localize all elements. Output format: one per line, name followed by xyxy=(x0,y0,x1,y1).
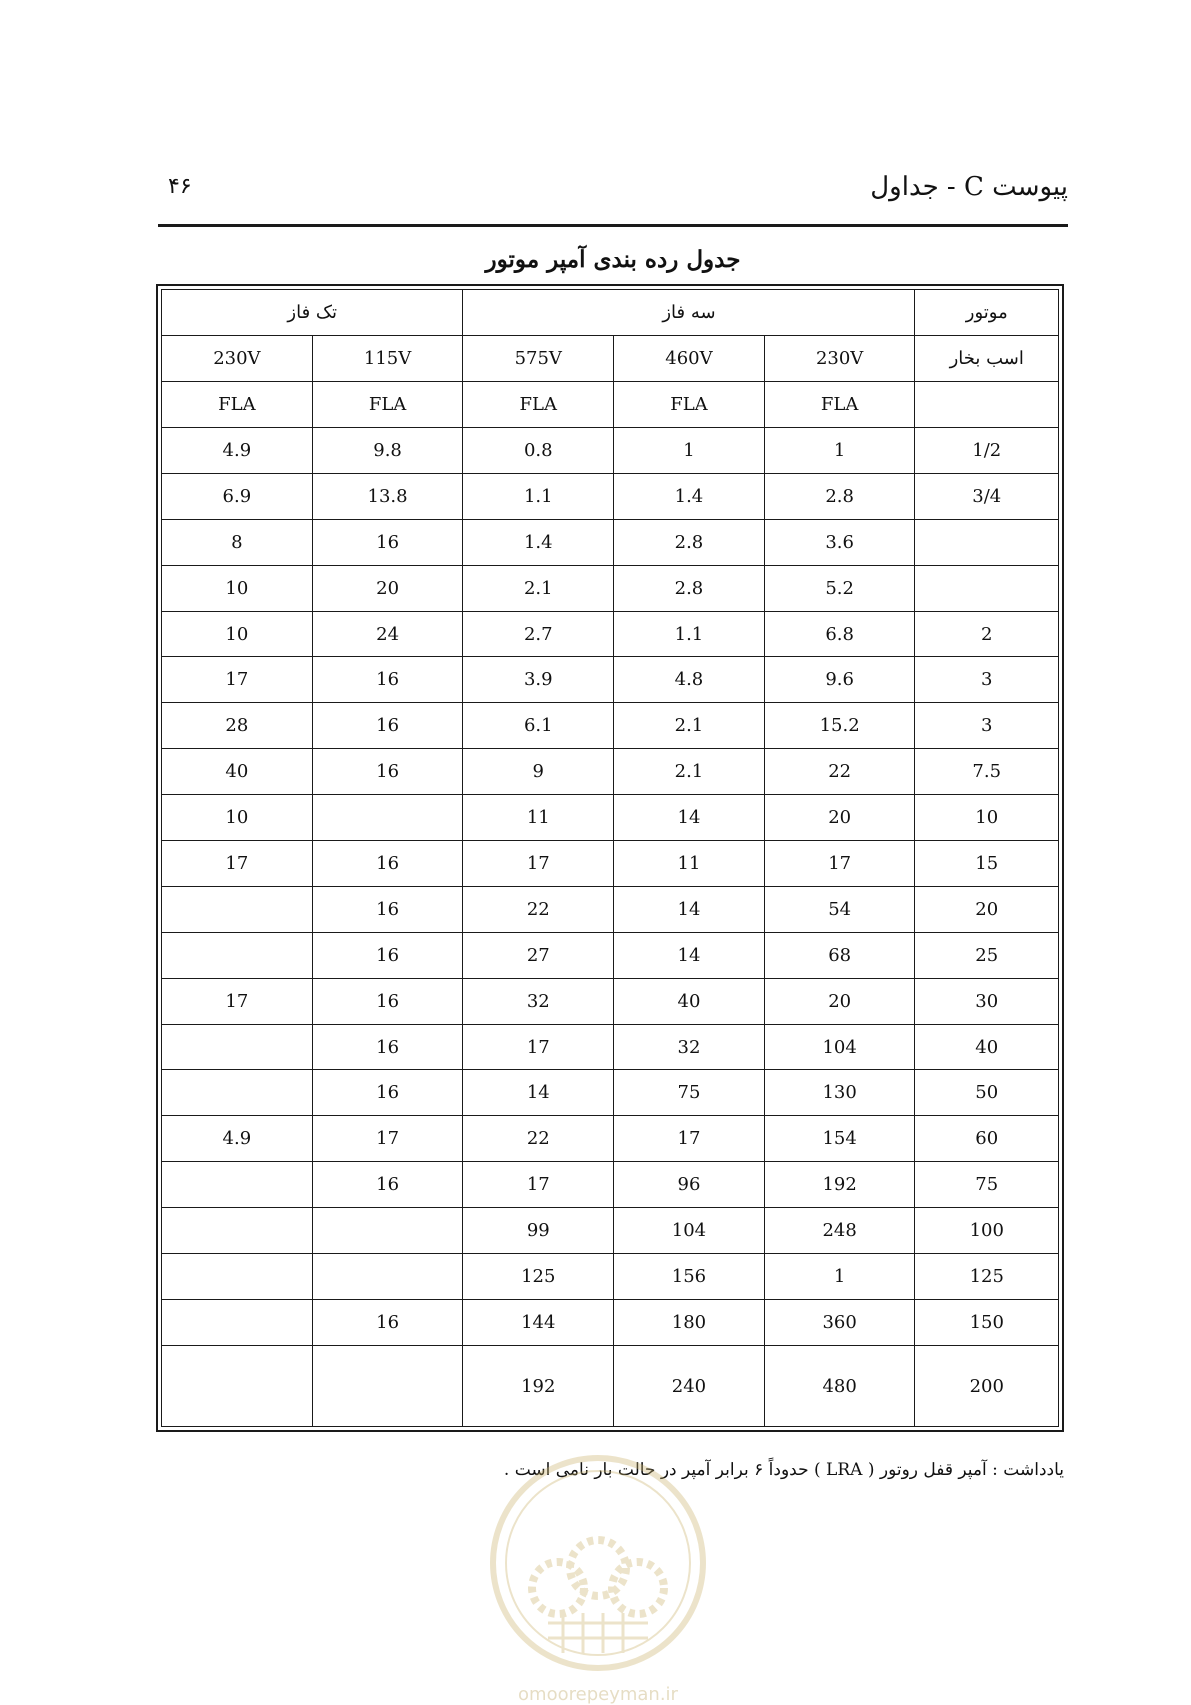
voltage-header: 230V xyxy=(162,336,313,382)
table-row xyxy=(162,932,1059,978)
voltage-header: 575V xyxy=(463,336,614,382)
fla-cell: 17 xyxy=(162,657,313,703)
fla-cell: 360 xyxy=(764,1299,915,1345)
fla-cell: 14 xyxy=(614,932,765,978)
table-row xyxy=(162,1299,1059,1345)
fla-cell: 40 xyxy=(614,978,765,1024)
fla-cell: 2.1 xyxy=(614,749,765,795)
fla-cell: 154 xyxy=(764,1116,915,1162)
hp-cell: 60 xyxy=(915,1116,1059,1162)
table-row xyxy=(162,1254,1059,1300)
table-row xyxy=(162,749,1059,795)
fla-cell xyxy=(162,1070,313,1116)
fla-cell: 1 xyxy=(764,1254,915,1300)
table-row xyxy=(162,1346,1059,1427)
table-row xyxy=(162,795,1059,841)
fla-cell: 3.9 xyxy=(463,657,614,703)
table-row xyxy=(162,841,1059,887)
fla-cell: 10 xyxy=(162,611,313,657)
table-row xyxy=(162,428,1059,474)
hp-cell: 20 xyxy=(915,886,1059,932)
fla-cell: 248 xyxy=(764,1208,915,1254)
fla-cell: 22 xyxy=(463,1116,614,1162)
running-head: پیوست C - جداول xyxy=(870,172,1068,202)
unit-header-empty xyxy=(915,382,1059,428)
fla-cell: 22 xyxy=(463,886,614,932)
fla-cell: 20 xyxy=(764,795,915,841)
table-row xyxy=(162,1162,1059,1208)
fla-cell xyxy=(162,1346,313,1427)
fla-cell: 2.8 xyxy=(614,519,765,565)
table-row xyxy=(162,473,1059,519)
fla-cell: 2.1 xyxy=(463,565,614,611)
fla-cell: 16 xyxy=(312,978,463,1024)
fla-cell: 16 xyxy=(312,657,463,703)
hp-cell: 75 xyxy=(915,1162,1059,1208)
hp-cell: 3 xyxy=(915,703,1059,749)
table-frame xyxy=(156,284,1064,1432)
fla-cell: 192 xyxy=(764,1162,915,1208)
fla-cell: 24 xyxy=(312,611,463,657)
hp-cell: 3 xyxy=(915,657,1059,703)
gear-emblem-icon xyxy=(478,1448,718,1678)
fla-cell: 11 xyxy=(463,795,614,841)
fla-cell xyxy=(312,795,463,841)
fla-cell: 480 xyxy=(764,1346,915,1427)
footnote: یادداشت : آمپر قفل روتور ( LRA ) حدوداً ۶ برابر آمپر در حالت بار نامی است . xyxy=(503,1460,1064,1480)
fla-cell: 17 xyxy=(764,841,915,887)
fla-cell: 6.8 xyxy=(764,611,915,657)
fla-cell xyxy=(162,1162,313,1208)
fla-cell: 16 xyxy=(312,703,463,749)
group-header-row xyxy=(162,290,1059,336)
fla-cell: 130 xyxy=(764,1070,915,1116)
fla-cell: 11 xyxy=(614,841,765,887)
fla-cell: 22 xyxy=(764,749,915,795)
hp-cell: 15 xyxy=(915,841,1059,887)
fla-cell: 4.8 xyxy=(614,657,765,703)
table-row xyxy=(162,978,1059,1024)
table-row xyxy=(162,703,1059,749)
fla-cell: 17 xyxy=(162,841,313,887)
table-row xyxy=(162,886,1059,932)
table-row xyxy=(162,519,1059,565)
fla-cell: 99 xyxy=(463,1208,614,1254)
hp-label: اسب بخار xyxy=(915,336,1059,382)
hp-cell: 50 xyxy=(915,1070,1059,1116)
motor-amp-table xyxy=(161,289,1059,1427)
three-phase-header: سه فاز xyxy=(463,290,915,336)
voltage-header: 115V xyxy=(312,336,463,382)
hp-cell: 1/2 xyxy=(915,428,1059,474)
voltage-header: 460V xyxy=(614,336,765,382)
hp-cell xyxy=(915,519,1059,565)
fla-cell: 240 xyxy=(614,1346,765,1427)
fla-cell: 16 xyxy=(312,1070,463,1116)
unit-header: FLA xyxy=(312,382,463,428)
fla-cell: 104 xyxy=(614,1208,765,1254)
single-phase-header: تک فاز xyxy=(162,290,463,336)
fla-cell: 192 xyxy=(463,1346,614,1427)
fla-cell: 6.1 xyxy=(463,703,614,749)
voltage-header-row xyxy=(162,336,1059,382)
fla-cell: 14 xyxy=(614,795,765,841)
fla-cell: 10 xyxy=(162,795,313,841)
table-row xyxy=(162,1208,1059,1254)
hp-cell: 125 xyxy=(915,1254,1059,1300)
fla-cell: 3.6 xyxy=(764,519,915,565)
fla-cell: 1.1 xyxy=(614,611,765,657)
fla-cell: 75 xyxy=(614,1070,765,1116)
fla-cell: 1.1 xyxy=(463,473,614,519)
unit-header: FLA xyxy=(764,382,915,428)
page-header xyxy=(158,168,1068,228)
fla-cell: 5.2 xyxy=(764,565,915,611)
fla-cell xyxy=(162,1299,313,1345)
fla-cell: 17 xyxy=(614,1116,765,1162)
table-row xyxy=(162,565,1059,611)
fla-cell: 13.8 xyxy=(312,473,463,519)
motor-header: موتور xyxy=(915,290,1059,336)
fla-cell: 8 xyxy=(162,519,313,565)
watermark-logo xyxy=(478,1448,718,1705)
table-row xyxy=(162,1116,1059,1162)
fla-cell: 17 xyxy=(463,841,614,887)
unit-header: FLA xyxy=(162,382,313,428)
fla-cell xyxy=(162,886,313,932)
hp-cell: 100 xyxy=(915,1208,1059,1254)
fla-cell: 16 xyxy=(312,1162,463,1208)
hp-cell: 200 xyxy=(915,1346,1059,1427)
hp-cell: 3/4 xyxy=(915,473,1059,519)
fla-cell: 16 xyxy=(312,1299,463,1345)
fla-cell: 40 xyxy=(162,749,313,795)
hp-cell xyxy=(915,565,1059,611)
hp-cell: 40 xyxy=(915,1024,1059,1070)
fla-cell: 2.7 xyxy=(463,611,614,657)
fla-cell: 28 xyxy=(162,703,313,749)
fla-cell: 20 xyxy=(764,978,915,1024)
unit-header: FLA xyxy=(614,382,765,428)
fla-cell xyxy=(162,932,313,978)
fla-cell: 2.8 xyxy=(614,565,765,611)
fla-cell: 15.2 xyxy=(764,703,915,749)
fla-cell: 17 xyxy=(463,1162,614,1208)
fla-cell: 2.1 xyxy=(614,703,765,749)
voltage-header: 230V xyxy=(764,336,915,382)
fla-cell: 16 xyxy=(312,886,463,932)
fla-cell: 16 xyxy=(312,1024,463,1070)
fla-cell: 9.8 xyxy=(312,428,463,474)
fla-cell: 32 xyxy=(614,1024,765,1070)
fla-cell: 54 xyxy=(764,886,915,932)
fla-cell: 10 xyxy=(162,565,313,611)
header-rule xyxy=(158,224,1068,227)
fla-cell: 1 xyxy=(614,428,765,474)
fla-cell xyxy=(162,1024,313,1070)
fla-cell: 125 xyxy=(463,1254,614,1300)
fla-cell: 6.9 xyxy=(162,473,313,519)
hp-cell: 30 xyxy=(915,978,1059,1024)
fla-cell: 16 xyxy=(312,841,463,887)
hp-cell: 10 xyxy=(915,795,1059,841)
fla-cell: 1.4 xyxy=(614,473,765,519)
fla-cell: 20 xyxy=(312,565,463,611)
fla-cell: 4.9 xyxy=(162,1116,313,1162)
fla-cell: 1 xyxy=(764,428,915,474)
hp-cell: 2 xyxy=(915,611,1059,657)
fla-cell: 32 xyxy=(463,978,614,1024)
fla-cell: 4.9 xyxy=(162,428,313,474)
fla-cell: 16 xyxy=(312,932,463,978)
fla-cell xyxy=(312,1208,463,1254)
fla-cell: 16 xyxy=(312,749,463,795)
fla-cell xyxy=(162,1254,313,1300)
unit-header-row xyxy=(162,382,1059,428)
fla-cell: 2.8 xyxy=(764,473,915,519)
table-row xyxy=(162,1070,1059,1116)
fla-cell: 17 xyxy=(463,1024,614,1070)
table-row xyxy=(162,657,1059,703)
fla-cell: 17 xyxy=(312,1116,463,1162)
fla-cell: 9 xyxy=(463,749,614,795)
fla-cell xyxy=(312,1254,463,1300)
watermark-site: omoorepeyman.ir xyxy=(518,1684,678,1705)
fla-cell: 104 xyxy=(764,1024,915,1070)
fla-cell: 68 xyxy=(764,932,915,978)
fla-cell: 9.6 xyxy=(764,657,915,703)
hp-cell: 25 xyxy=(915,932,1059,978)
fla-cell: 156 xyxy=(614,1254,765,1300)
fla-cell: 144 xyxy=(463,1299,614,1345)
fla-cell: 27 xyxy=(463,932,614,978)
fla-cell: 14 xyxy=(463,1070,614,1116)
table-row xyxy=(162,611,1059,657)
hp-cell: 7.5 xyxy=(915,749,1059,795)
hp-cell: 150 xyxy=(915,1299,1059,1345)
table-title: جدول رده بندی آمپر موتور xyxy=(485,246,741,273)
page-number: ۴۶ xyxy=(168,174,192,199)
table-row xyxy=(162,1024,1059,1070)
fla-cell: 180 xyxy=(614,1299,765,1345)
fla-cell: 16 xyxy=(312,519,463,565)
fla-cell: 17 xyxy=(162,978,313,1024)
unit-header: FLA xyxy=(463,382,614,428)
fla-cell: 1.4 xyxy=(463,519,614,565)
fla-cell: 96 xyxy=(614,1162,765,1208)
fla-cell: 14 xyxy=(614,886,765,932)
fla-cell xyxy=(162,1208,313,1254)
fla-cell xyxy=(312,1346,463,1427)
fla-cell: 0.8 xyxy=(463,428,614,474)
